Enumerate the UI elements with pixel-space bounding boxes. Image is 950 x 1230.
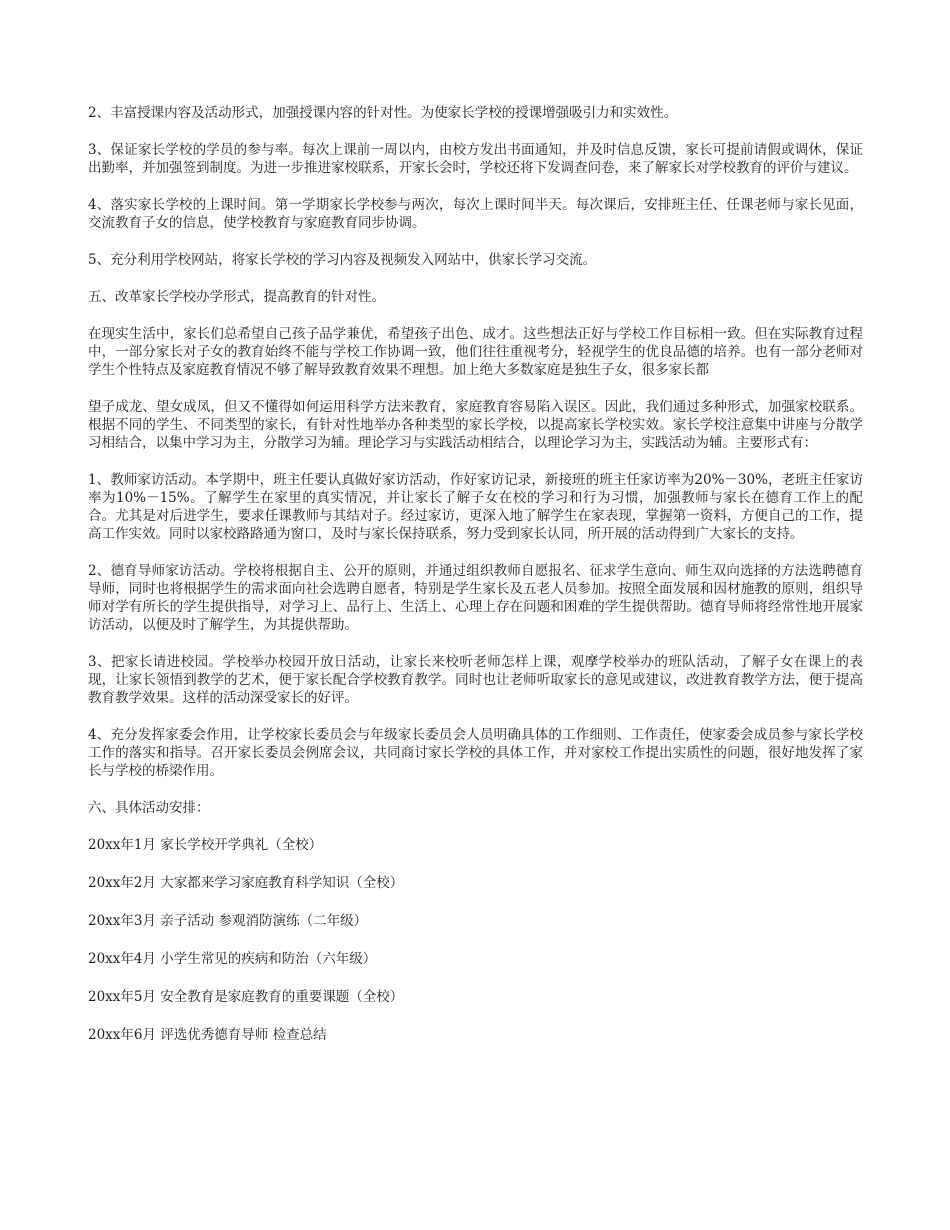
- paragraph-3-open-day: 3、把家长请进校园。学校举办校园开放日活动，让家长来校听老师怎样上课，观摩学校举办的班队活动，了解子女在课上的表现，让家长领悟到教学的艺术，便于家长配合学校教育教学。同时也让老师听取家长的意见或建议，改进教育教学方法，便于提高教育教学效果。这样的活动深受家长的好评。: [88, 654, 863, 706]
- schedule-item: 20xx年3月 亲子活动 参观消防演练（二年级）: [88, 913, 368, 929]
- section-heading-five: 五、改革家长学校办学形式，提高教育的针对性。: [88, 289, 385, 305]
- paragraph-4-parent-committee: 4、充分发挥家委会作用，让学校家长委员会与年级家长委员会人员明确具体的工作细则、工作责任，使家委会成员参与家长学校工作的落实和指导。召开家长委员会例席会议，共同商讨家长学校的具体工作，并对家校工作提出实质性的问题，很好地发挥了家长与学校的桥梁作用。: [88, 727, 863, 779]
- paragraph-1-home-visit: 1、教师家访活动。本学期中，班主任要认真做好家访活动，作好家访记录，新接班的班主任家访率为20%－30%，老班主任家访率为10%－15%。了解学生在家里的真实情况，并让家长了解子女在校的学习和行为习惯，加强教师与家长在德育工作上的配合。尤其是对后进学生，要求任课教师与其结对子。经过家访，更深入地了解学生在家表现，掌握第一资料，方便自己的工作，提高工作实效。同时以家校路路通为窗口，及时与家长保持联系，努力受到家长认同，所开展的活动得到广大家长的支持。: [88, 472, 863, 542]
- schedule-item: 20xx年2月 大家都来学习家庭教育科学知识（全校）: [88, 875, 404, 891]
- paragraph-3-attendance: 3、保证家长学校的学员的参与率。每次上课前一周以内，由校方发出书面通知，并及时信息反馈，家长可提前请假或调休，保证出勤率，并加强签到制度。为进一步推进家校联系，开家长会时，学校还将下发调查问卷，来了解家长对学校教育的评价与建议。: [88, 142, 863, 176]
- paragraph-4-class-time: 4、落实家长学校的上课时间。第一学期家长学校参与两次，每次上课时间半天。每次课后，安排班主任、任课老师与家长见面，交流教育子女的信息，使学校教育与家庭教育同步协调。: [88, 197, 863, 231]
- paragraph-2-enrich-content: 2、丰富授课内容及活动形式，加强授课内容的针对性。为使家长学校的授课增强吸引力和实效性。: [88, 105, 678, 121]
- paragraph-real-life: 在现实生活中，家长们总希望自己孩子品学兼优，希望孩子出色、成才。这些想法正好与学校工作目标相一致。但在实际教育过程中，一部分家长对子女的教育始终不能与学校工作协调一致，他们往往重视考分，轻视学生的优良品德的培养。也有一部分老师对学生个性特点及家庭教育情况不够了解导致教育效果不理想。加上绝大多数家庭是独生子女，很多家长都: [88, 326, 863, 378]
- schedule-item: 20xx年5月 安全教育是家庭教育的重要课题（全校）: [88, 989, 404, 1005]
- section-heading-six: 六、具体活动安排：: [88, 800, 210, 816]
- schedule-item: 20xx年6月 评选优秀德育导师 检查总结: [88, 1027, 327, 1043]
- activity-schedule-list: [88, 836, 863, 1044]
- paragraph-expectations: 望子成龙、望女成凤，但又不懂得如何运用科学方法来教育，家庭教育容易陷入误区。因此，我们通过多种形式，加强家校联系。根据不同的学生、不同类型的家长，有针对性地举办各种类型的家长学校，以提高家长学校实效。家长学校注意集中讲座与分散学习相结合，以集中学习为主，分散学习为辅。理论学习与实践活动相结合，以理论学习为主，实践活动为辅。主要形式有：: [88, 399, 863, 451]
- schedule-item: 20xx年1月 家长学校开学典礼（全校）: [88, 837, 323, 853]
- paragraph-2-mentor-visit: 2、德育导师家访活动。学校将根据自主、公开的原则，并通过组织教师自愿报名、征求学生意向、师生双向选择的方法选聘德育导师，同时也将根据学生的需求面向社会选聘自愿者，特别是学生家长及五老人员参加。按照全面发展和因材施教的原则，组织导师对学有所长的学生提供指导，对学习上、品行上、生活上、心理上存在问题和困难的学生提供帮助。德育导师将经常性地开展家访活动，以便及时了解学生，为其提供帮助。: [88, 563, 863, 633]
- document-page: [88, 104, 863, 1064]
- paragraph-5-website: 5、充分利用学校网站，将家长学校的学习内容及视频发入网站中，供家长学习交流。: [88, 252, 597, 268]
- schedule-item: 20xx年4月 小学生常见的疾病和防治（六年级）: [88, 951, 377, 967]
